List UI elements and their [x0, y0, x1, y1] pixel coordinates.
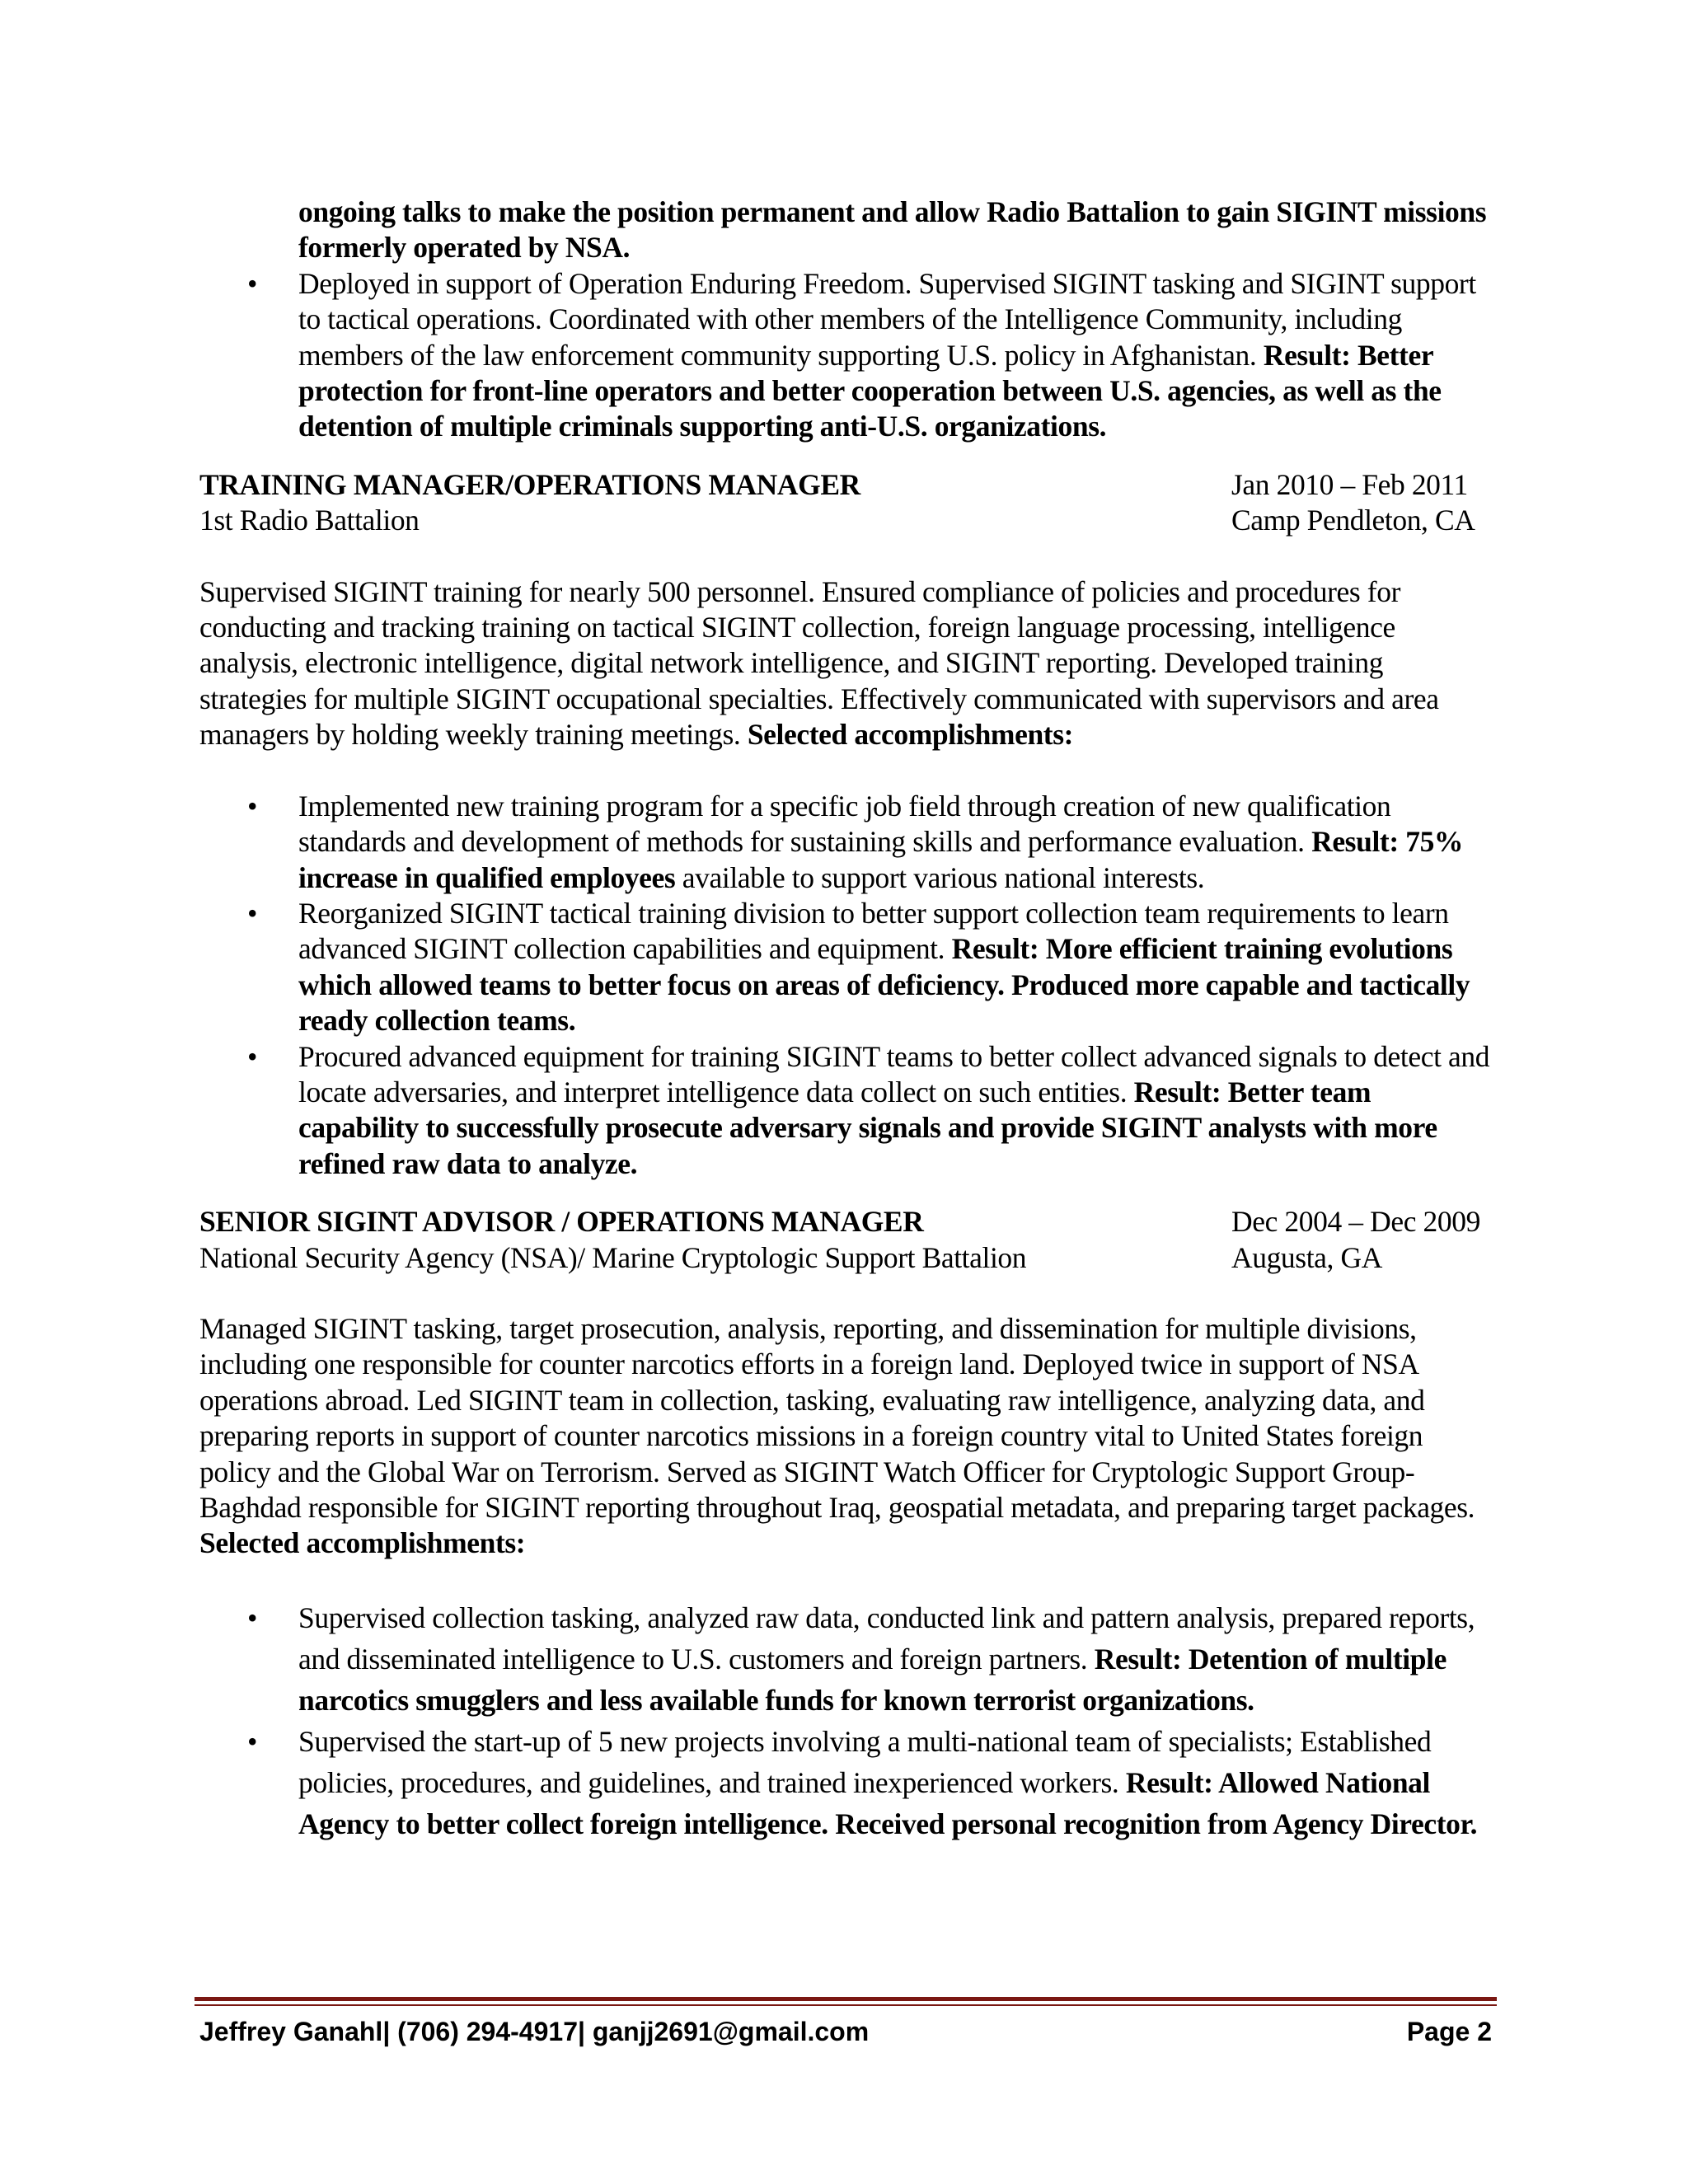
resume-body: [199, 194, 1493, 1844]
list-item: • Procured advanced equipment for training SIGINT teams to better collect advanced signals to detect and locate adversaries, and interpret intelligence data collect on such entities. Result: Better team capability to successfully prosecute adversary signals and provide SIGINT analysts with more refined raw data to analyze.: [247, 1039, 1490, 1180]
bullet-icon: •: [247, 896, 258, 930]
list-item: • Supervised the start-up of 5 new projects involving a multi-national team of specialists; Established policies, procedures, and guidelines, and trained inexperienced workers. Result: Allowed National Agency to better collect foreign intelligence. Received personal recognition from Agency Director.: [199, 1721, 1493, 1844]
list-item: • Reorganized SIGINT tactical training division to better support collection team requirements to learn advanced SIGINT collection capabilities and equipment. Result: More efficient training evolutions which allowed teams to better focus on areas of deficiency. Produced more capable and tactically ready collection teams.: [247, 896, 1470, 1038]
bullet-icon: •: [247, 1039, 258, 1073]
job-location: Augusta, GA: [1231, 1240, 1382, 1274]
list-item: • Supervised collection tasking, analyzed raw data, conducted link and pattern analysis, prepared reports, and disseminated intelligence to U.S. customers and foreign partners. Result: Detention of multiple narcotics smugglers and less available funds for known terrorist organizations.: [199, 1597, 1493, 1721]
footer-divider: [195, 1997, 1497, 2001]
list-item: • Implemented new training program for a specific job field through creation of new qualification standards and development of methods for sustaining skills and performance evaluation. Result: 75% increase in qualified employees available to support various national interests.: [247, 789, 1464, 894]
job-subheader: [199, 1240, 1493, 1276]
job-title: TRAINING MANAGER/OPERATIONS MANAGER: [199, 467, 860, 501]
job-dates: Dec 2004 – Dec 2009: [1231, 1205, 1480, 1239]
job-header: [199, 1204, 1493, 1240]
job-title: SENIOR SIGINT ADVISOR / OPERATIONS MANAGER: [199, 1205, 924, 1239]
job-organization: National Security Agency (NSA)/ Marine Cryptologic Support Battalion: [199, 1240, 1027, 1274]
footer-contact: Jeffrey Ganahl| (706) 294-4917| ganjj2691@gmail.com: [199, 2017, 870, 2046]
footer-divider-thin: [195, 2004, 1497, 2006]
intro-bullets: [199, 266, 1493, 445]
accomplishment-list: [199, 1597, 1493, 1844]
job-header: [199, 467, 1493, 503]
job-location: Camp Pendleton, CA: [1231, 504, 1475, 537]
page-footer: [199, 2011, 1492, 2052]
job-dates: Jan 2010 – Feb 2011: [1231, 467, 1468, 501]
bullet-icon: •: [247, 1601, 258, 1634]
bullet-icon: •: [247, 789, 258, 823]
job-summary: Supervised SIGINT training for nearly 500 personnel. Ensured compliance of policies and procedures for conducting and tracking training on tactical SIGINT collection, foreign language processing, intelligence analysis, electronic intelligence, digital network intelligence, and SIGINT reporting. Developed training strategies for multiple SIGINT occupational specialties. Effectively communicated with supervisors and area managers by holding weekly training meetings. Selected accomplishments:: [199, 574, 1439, 752]
bullet-icon: •: [247, 266, 258, 300]
accomplishment-list: [199, 789, 1493, 1182]
bullet-icon: •: [247, 1724, 258, 1758]
job-organization: 1st Radio Battalion: [199, 504, 420, 537]
continued-result: ongoing talks to make the position permanent and allow Radio Battalion to gain SIGINT missions formerly operated by NSA.: [298, 195, 1487, 265]
job-subheader: [199, 503, 1493, 538]
page-number: Page 2: [1406, 2017, 1492, 2046]
list-item: • Deployed in support of Operation Enduring Freedom. Supervised SIGINT tasking and SIGINT support to tactical operations. Coordinated with other members of the Intelligence Community, including members of the law enforcement community supporting U.S. policy in Afghanistan. Result: Better protection for front-line operators and better cooperation between U.S. agencies, as well as the detention of multiple criminals supporting anti-U.S. organizations.: [247, 266, 1476, 443]
job-summary: Managed SIGINT tasking, target prosecution, analysis, reporting, and dissemination for multiple divisions, including one responsible for counter narcotics efforts in a foreign land. Deployed twice in support of NSA operations abroad. Led SIGINT team in collection, tasking, evaluating raw intelligence, analyzing data, and preparing reports in support of counter narcotics missions in a foreign country vital to United States foreign policy and the Global War on Terrorism. Served as SIGINT Watch Officer for Cryptologic Support Group-Baghdad responsible for SIGINT reporting throughout Iraq, geospatial metadata, and preparing target packages. Selected accomplishments:: [199, 1311, 1475, 1560]
